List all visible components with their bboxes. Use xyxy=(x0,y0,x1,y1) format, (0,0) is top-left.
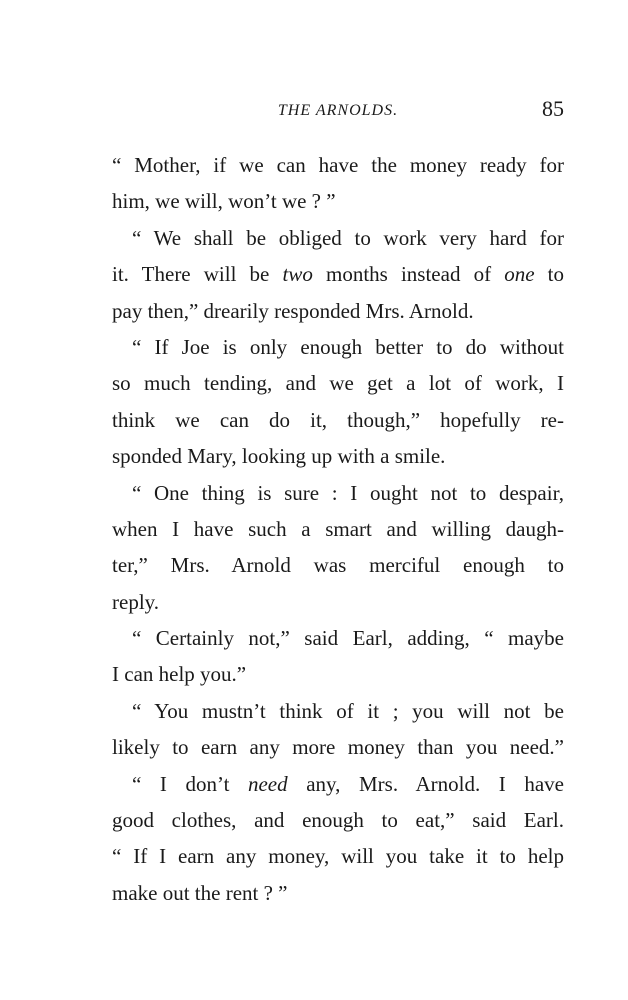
text-line xyxy=(112,475,564,511)
text-line xyxy=(112,620,564,656)
text-line xyxy=(112,729,564,765)
text-segment: “ We shall be obliged to work very hard for xyxy=(132,225,564,250)
text-line xyxy=(112,365,564,401)
text-line xyxy=(112,693,564,729)
text-segment: likely to earn any more money than you need.” xyxy=(112,735,564,760)
text-segment: “ I don’t xyxy=(132,771,248,796)
running-title: THE ARNOLDS. xyxy=(277,102,399,119)
text-line xyxy=(112,584,564,620)
text-line xyxy=(112,256,564,292)
text-segment: sponded Mary, looking up with a smile. xyxy=(112,444,446,469)
text-segment: I can help you.” xyxy=(112,662,247,687)
running-head xyxy=(112,96,564,126)
text-segment: so much tending, and we get a lot of work, I xyxy=(112,371,564,396)
text-line xyxy=(112,147,564,183)
page-number: 85 xyxy=(542,96,564,121)
text-segment: months instead of xyxy=(312,262,505,287)
text-segment: it. There will be xyxy=(112,262,283,287)
text-segment: make out the rent ? ” xyxy=(112,880,288,905)
text-segment: him, we will, won’t we ? ” xyxy=(112,189,336,214)
text-segment: when I have such a smart and willing daugh- xyxy=(112,516,564,541)
italic-segment: one xyxy=(504,262,535,287)
text-line xyxy=(112,402,564,438)
text-line xyxy=(112,511,564,547)
text-segment: good clothes, and enough to eat,” said Earl. xyxy=(112,808,564,833)
text-line xyxy=(112,875,564,911)
text-segment: “ You mustn’t think of it ; you will not be xyxy=(132,698,564,723)
body-text xyxy=(112,147,564,911)
italic-segment: need xyxy=(247,771,288,796)
text-line xyxy=(112,183,564,219)
text-segment: any, Mrs. Arnold. I have xyxy=(287,771,565,796)
text-segment: “ Mother, if we can have the money ready for xyxy=(112,153,564,177)
text-segment: “ If Joe is only enough better to do without xyxy=(132,334,564,359)
text-segment: “ Certainly not,” said Earl, adding, “ maybe xyxy=(132,626,564,651)
text-segment: reply. xyxy=(112,589,160,614)
text-line xyxy=(112,838,564,874)
text-segment: to xyxy=(534,262,564,287)
text-segment: pay then,” drearily responded Mrs. Arnold. xyxy=(112,298,474,323)
text-segment: “ One thing is sure : I ought not to despair, xyxy=(132,480,564,505)
text-segment: ter,” Mrs. Arnold was merciful enough to xyxy=(112,553,564,578)
text-line xyxy=(112,220,564,256)
text-line xyxy=(112,438,564,474)
text-line xyxy=(112,547,564,583)
text-line xyxy=(112,329,564,365)
text-segment: “ If I earn any money, will you take it to help xyxy=(112,844,564,869)
text-line xyxy=(112,293,564,329)
text-line xyxy=(112,656,564,692)
text-line xyxy=(112,766,564,802)
text-segment: think we can do it, though,” hopefully re- xyxy=(112,407,564,432)
text-line xyxy=(112,802,564,838)
italic-segment: two xyxy=(282,262,313,287)
